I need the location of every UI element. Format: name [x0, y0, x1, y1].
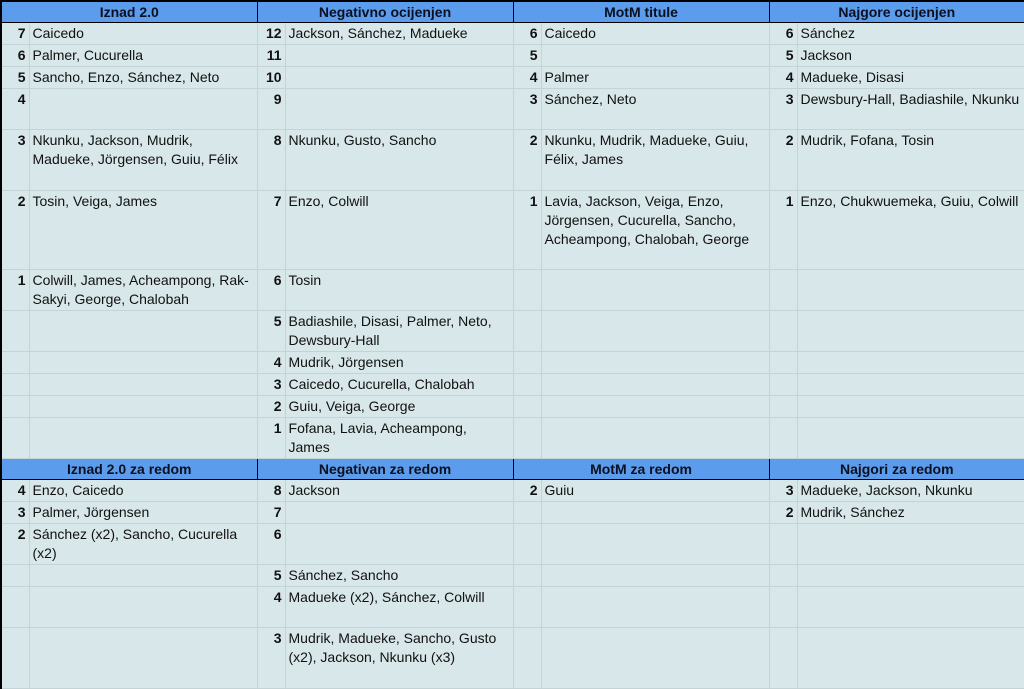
rank-cell[interactable]: 6: [257, 524, 285, 565]
player-names-cell[interactable]: [541, 311, 769, 352]
rank-cell[interactable]: [513, 396, 541, 418]
player-names-cell[interactable]: [541, 374, 769, 396]
rank-cell[interactable]: 6: [257, 270, 285, 311]
table-row: [1, 270, 1024, 311]
rank-cell[interactable]: [1, 311, 29, 352]
player-names-cell[interactable]: Mudrik, Madueke, Sancho, Gusto (x2), Jackson, Nkunku (x3): [285, 628, 513, 689]
player-names-cell[interactable]: Caicedo, Cucurella, Chalobah: [285, 374, 513, 396]
player-names-cell[interactable]: [285, 67, 513, 89]
rank-cell[interactable]: [513, 565, 541, 587]
player-names-cell[interactable]: [285, 524, 513, 565]
player-names-cell[interactable]: Sancho, Enzo, Sánchez, Neto: [29, 67, 257, 89]
rank-cell[interactable]: 3: [1, 502, 29, 524]
rank-cell[interactable]: 4: [1, 480, 29, 502]
rank-cell[interactable]: 6: [513, 23, 541, 45]
player-names-cell[interactable]: Tosin, Veiga, James: [29, 191, 257, 270]
player-names-cell[interactable]: Guiu, Veiga, George: [285, 396, 513, 418]
rank-cell[interactable]: [769, 352, 797, 374]
player-names-cell[interactable]: [285, 89, 513, 130]
rank-cell[interactable]: 2: [257, 396, 285, 418]
rank-cell[interactable]: [1, 628, 29, 689]
rank-cell[interactable]: 5: [769, 45, 797, 67]
rank-cell[interactable]: 1: [1, 270, 29, 311]
player-names-cell[interactable]: Jackson, Sánchez, Madueke: [285, 23, 513, 45]
rank-cell[interactable]: [769, 565, 797, 587]
rank-cell[interactable]: [769, 311, 797, 352]
player-names-cell[interactable]: Mudrik, Jörgensen: [285, 352, 513, 374]
player-names-cell[interactable]: Sánchez, Neto: [541, 89, 769, 130]
rank-cell[interactable]: 6: [1, 45, 29, 67]
player-names-cell[interactable]: [29, 311, 257, 352]
player-names-cell[interactable]: [29, 587, 257, 628]
rank-cell[interactable]: 3: [257, 628, 285, 689]
rank-cell[interactable]: [769, 587, 797, 628]
player-names-cell[interactable]: Nkunku, Gusto, Sancho: [285, 130, 513, 191]
player-names-cell[interactable]: [541, 502, 769, 524]
player-names-cell[interactable]: Sánchez (x2), Sancho, Cucurella (x2): [29, 524, 257, 565]
table-row: [1, 67, 1024, 89]
player-names-cell[interactable]: Caicedo: [29, 23, 257, 45]
table-row: [1, 418, 1024, 459]
rank-cell[interactable]: 3: [1, 130, 29, 191]
player-names-cell[interactable]: [29, 374, 257, 396]
player-names-cell[interactable]: [797, 587, 1024, 628]
rank-cell[interactable]: 10: [257, 67, 285, 89]
rank-cell[interactable]: 1: [513, 191, 541, 270]
table-row: [1, 396, 1024, 418]
table-row: [1, 565, 1024, 587]
rank-cell[interactable]: 4: [257, 352, 285, 374]
rank-cell[interactable]: 1: [257, 418, 285, 459]
player-names-cell[interactable]: Tosin: [285, 270, 513, 311]
rank-cell[interactable]: 2: [1, 524, 29, 565]
player-names-cell[interactable]: Jackson: [797, 45, 1024, 67]
player-names-cell[interactable]: [29, 396, 257, 418]
column-header-negativan-za-redom[interactable]: Negativan za redom: [257, 459, 513, 480]
rank-cell[interactable]: 2: [513, 480, 541, 502]
rank-cell[interactable]: [513, 374, 541, 396]
player-names-cell[interactable]: [541, 396, 769, 418]
rank-cell[interactable]: 1: [769, 191, 797, 270]
rank-cell[interactable]: [769, 374, 797, 396]
rank-cell[interactable]: 3: [769, 480, 797, 502]
table-row: [1, 130, 1024, 191]
player-names-cell[interactable]: [29, 418, 257, 459]
rank-cell[interactable]: [1, 396, 29, 418]
rank-cell[interactable]: [769, 396, 797, 418]
rank-cell[interactable]: [513, 352, 541, 374]
rank-cell[interactable]: [513, 502, 541, 524]
rank-cell[interactable]: [513, 587, 541, 628]
player-names-cell[interactable]: [541, 45, 769, 67]
player-names-cell[interactable]: [285, 502, 513, 524]
player-names-cell[interactable]: [29, 628, 257, 689]
rank-cell[interactable]: 4: [1, 89, 29, 130]
rank-cell[interactable]: 4: [257, 587, 285, 628]
rank-cell[interactable]: 5: [257, 565, 285, 587]
player-names-cell[interactable]: Fofana, Lavia, Acheampong, James: [285, 418, 513, 459]
rank-cell[interactable]: 3: [257, 374, 285, 396]
rank-cell[interactable]: 2: [1, 191, 29, 270]
column-header-negativno-ocijenjen[interactable]: Negativno ocijenjen: [257, 1, 513, 23]
rank-cell[interactable]: 7: [1, 23, 29, 45]
player-names-cell[interactable]: [797, 418, 1024, 459]
rank-cell[interactable]: 2: [769, 502, 797, 524]
rank-cell[interactable]: 5: [257, 311, 285, 352]
rank-cell[interactable]: [769, 524, 797, 565]
rank-cell[interactable]: 5: [1, 67, 29, 89]
rank-cell[interactable]: 9: [257, 89, 285, 130]
rank-cell[interactable]: 5: [513, 45, 541, 67]
player-names-cell[interactable]: Palmer, Jörgensen: [29, 502, 257, 524]
table-row: [1, 628, 1024, 689]
player-names-cell[interactable]: Enzo, Chukwuemeka, Guiu, Colwill: [797, 191, 1024, 270]
rank-cell[interactable]: [513, 524, 541, 565]
rank-cell[interactable]: [513, 418, 541, 459]
rank-cell[interactable]: [769, 418, 797, 459]
rank-cell[interactable]: 7: [257, 191, 285, 270]
player-names-cell[interactable]: Madueke (x2), Sánchez, Colwill: [285, 587, 513, 628]
rank-cell[interactable]: [1, 587, 29, 628]
table-row: [1, 524, 1024, 565]
player-names-cell[interactable]: Enzo, Caicedo: [29, 480, 257, 502]
table-row: [1, 352, 1024, 374]
player-names-cell[interactable]: [541, 270, 769, 311]
rank-cell[interactable]: 3: [513, 89, 541, 130]
player-names-cell[interactable]: [797, 311, 1024, 352]
column-header-iznad-2-za-redom[interactable]: Iznad 2.0 za redom: [1, 459, 257, 480]
rank-cell[interactable]: 4: [769, 67, 797, 89]
table-row: [1, 480, 1024, 502]
player-names-cell[interactable]: Sánchez: [797, 23, 1024, 45]
rank-cell[interactable]: 2: [769, 130, 797, 191]
column-header-motm-za-redom[interactable]: MotM za redom: [513, 459, 769, 480]
player-names-cell[interactable]: Nkunku, Mudrik, Madueke, Guiu, Félix, James: [541, 130, 769, 191]
column-header-iznad-2[interactable]: Iznad 2.0: [1, 1, 257, 23]
player-names-cell[interactable]: Caicedo: [541, 23, 769, 45]
player-names-cell[interactable]: Madueke, Disasi: [797, 67, 1024, 89]
table-row: [1, 502, 1024, 524]
player-names-cell[interactable]: [541, 418, 769, 459]
table-row: [1, 311, 1024, 352]
player-names-cell[interactable]: Dewsbury-Hall, Badiashile, Nkunku: [797, 89, 1024, 130]
player-names-cell[interactable]: [541, 352, 769, 374]
rank-cell[interactable]: [513, 311, 541, 352]
column-header-motm-titule[interactable]: MotM titule: [513, 1, 769, 23]
table-row: [1, 23, 1024, 45]
player-names-cell[interactable]: Sánchez, Sancho: [285, 565, 513, 587]
player-names-cell[interactable]: [29, 89, 257, 130]
table-row: [1, 587, 1024, 628]
player-names-cell[interactable]: Lavia, Jackson, Veiga, Enzo, Jörgensen, Cucurella, Sancho, Acheampong, Chalobah, George: [541, 191, 769, 270]
rank-cell[interactable]: 6: [769, 23, 797, 45]
rank-cell[interactable]: 11: [257, 45, 285, 67]
table-row: [1, 191, 1024, 270]
rank-cell[interactable]: [769, 270, 797, 311]
rank-cell[interactable]: 8: [257, 480, 285, 502]
player-names-cell[interactable]: [797, 628, 1024, 689]
player-names-cell[interactable]: Badiashile, Disasi, Palmer, Neto, Dewsbury-Hall: [285, 311, 513, 352]
player-names-cell[interactable]: [541, 565, 769, 587]
player-names-cell[interactable]: [29, 352, 257, 374]
player-names-cell[interactable]: [797, 396, 1024, 418]
header-row: [1, 1, 1024, 23]
rank-cell[interactable]: 3: [769, 89, 797, 130]
player-names-cell[interactable]: [29, 565, 257, 587]
table-row: [1, 374, 1024, 396]
rank-cell[interactable]: 2: [513, 130, 541, 191]
player-names-cell[interactable]: [541, 628, 769, 689]
rank-cell[interactable]: 12: [257, 23, 285, 45]
rank-cell[interactable]: [1, 352, 29, 374]
rank-cell[interactable]: 4: [513, 67, 541, 89]
column-header-najgore-ocijenjen[interactable]: Najgore ocijenjen: [769, 1, 1024, 23]
player-names-cell[interactable]: Guiu: [541, 480, 769, 502]
column-header-najgori-za-redom[interactable]: Najgori za redom: [769, 459, 1024, 480]
rank-cell[interactable]: [769, 628, 797, 689]
player-names-cell[interactable]: [541, 587, 769, 628]
player-names-cell[interactable]: [797, 270, 1024, 311]
player-names-cell[interactable]: Palmer: [541, 67, 769, 89]
player-names-cell[interactable]: Madueke, Jackson, Nkunku: [797, 480, 1024, 502]
player-names-cell[interactable]: Nkunku, Jackson, Mudrik, Madueke, Jörgensen, Guiu, Félix: [29, 130, 257, 191]
rank-cell[interactable]: 7: [257, 502, 285, 524]
rank-cell[interactable]: 8: [257, 130, 285, 191]
player-names-cell[interactable]: [541, 524, 769, 565]
header-row: [1, 459, 1024, 480]
player-names-cell[interactable]: Colwill, James, Acheampong, Rak-Sakyi, George, Chalobah: [29, 270, 257, 311]
player-names-cell[interactable]: [285, 45, 513, 67]
table-row: [1, 89, 1024, 130]
player-names-cell[interactable]: Palmer, Cucurella: [29, 45, 257, 67]
table-row: [1, 45, 1024, 67]
player-names-cell[interactable]: Mudrik, Fofana, Tosin: [797, 130, 1024, 191]
player-names-cell[interactable]: [797, 374, 1024, 396]
rank-cell[interactable]: [513, 270, 541, 311]
rank-cell[interactable]: [513, 628, 541, 689]
player-names-cell[interactable]: [797, 524, 1024, 565]
player-names-cell[interactable]: [797, 352, 1024, 374]
rank-cell[interactable]: [1, 418, 29, 459]
rank-cell[interactable]: [1, 374, 29, 396]
player-names-cell[interactable]: Mudrik, Sánchez: [797, 502, 1024, 524]
rank-cell[interactable]: [1, 565, 29, 587]
player-names-cell[interactable]: [797, 565, 1024, 587]
player-names-cell[interactable]: Jackson: [285, 480, 513, 502]
player-names-cell[interactable]: Enzo, Colwill: [285, 191, 513, 270]
